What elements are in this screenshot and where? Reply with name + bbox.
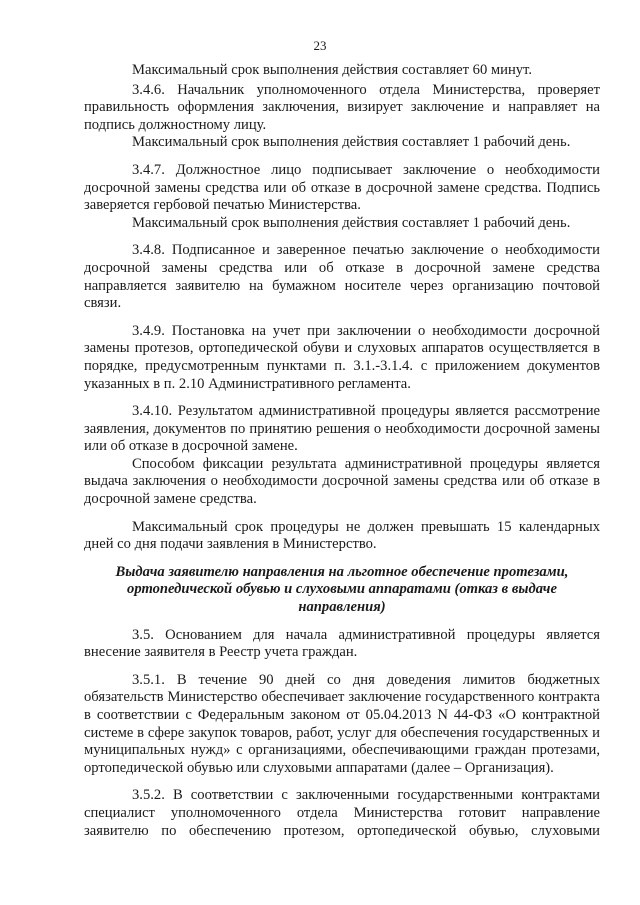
paragraph: 3.4.10. Результатом административной процедуры является рассмотрение заявления, документов по принятию решения о необходимости досрочной замены или об отказе в досрочной замене. — [84, 403, 600, 455]
paragraph: Максимальный срок выполнения действия составляет 60 минут. — [132, 62, 532, 78]
paragraph: 3.4.7. Должностное лицо подписывает заключение о необходимости досрочной замены средства или об отказе в досрочной замене средства. Подпись заверяется гербовой печатью Министерства. — [84, 161, 600, 214]
document-body — [84, 62, 600, 840]
paragraph: Максимальный срок процедуры не должен превышать 15 календарных дней со дня подачи заявления в Министерство. — [84, 518, 600, 553]
paragraph: 3.4.6. Начальник уполномоченного отдела Министерства, проверяет правильность оформления заключения, визирует заключение и направляет на подпись должностному лицу. — [84, 81, 600, 133]
paragraph: 3.5.1. В течение 90 дней со дня доведения лимитов бюджетных обязательств Министерство обеспечивает заключение государственного контракта в соответствии с Федеральным законом от 05.04.2013 N 44-ФЗ «О контрактной системе в сфере закупок товаров, работ, услуг для обеспечения государственных и муниципальных нужд» с организациями, обеспечивающими граждан протезами, ортопедической обувью или слуховыми аппаратами (далее – Организация). — [84, 671, 600, 776]
paragraph: 3.5. Основанием для начала административной процедуры является внесение заявителя в Реестр учета граждан. — [84, 626, 600, 661]
section-heading: Выдача заявителю направления на льготное обеспечение протезами, ортопедической обувью и слуховыми аппаратами (отказ в выдаче направления) — [115, 563, 569, 616]
paragraph: 3.5.2. В соответствии с заключенными государственными контрактами специалист уполномоченного отдела Министерства готовит направление заявителю по обеспечению протезом, ортопедической обувью, слуховыми — [84, 787, 600, 839]
paragraph: Максимальный срок выполнения действия составляет 1 рабочий день. — [132, 214, 571, 231]
paragraph: Максимальный срок выполнения действия составляет 1 рабочий день. — [132, 134, 571, 151]
paragraph: 3.4.9. Постановка на учет при заключении о необходимости досрочной замены протезов, ортопедической обуви и слуховых аппаратов осуществляется в порядке, предусмотренным пунктами п. 3.1.-3.1.4. с приложением документов указанных в п. 2.10 Административного регламента. — [84, 322, 600, 392]
page-number: 23 — [313, 38, 327, 53]
paragraph: 3.4.8. Подписанное и заверенное печатью заключение о необходимости досрочной замены средства или об отказе в досрочной замене средства направляется заявителю на бумажном носителе через организацию почтовой связи. — [84, 242, 600, 312]
paragraph: Способом фиксации результата административной процедуры является выдача заключения о необходимости досрочной замены средства или об отказе в досрочной замене средства. — [84, 455, 600, 508]
